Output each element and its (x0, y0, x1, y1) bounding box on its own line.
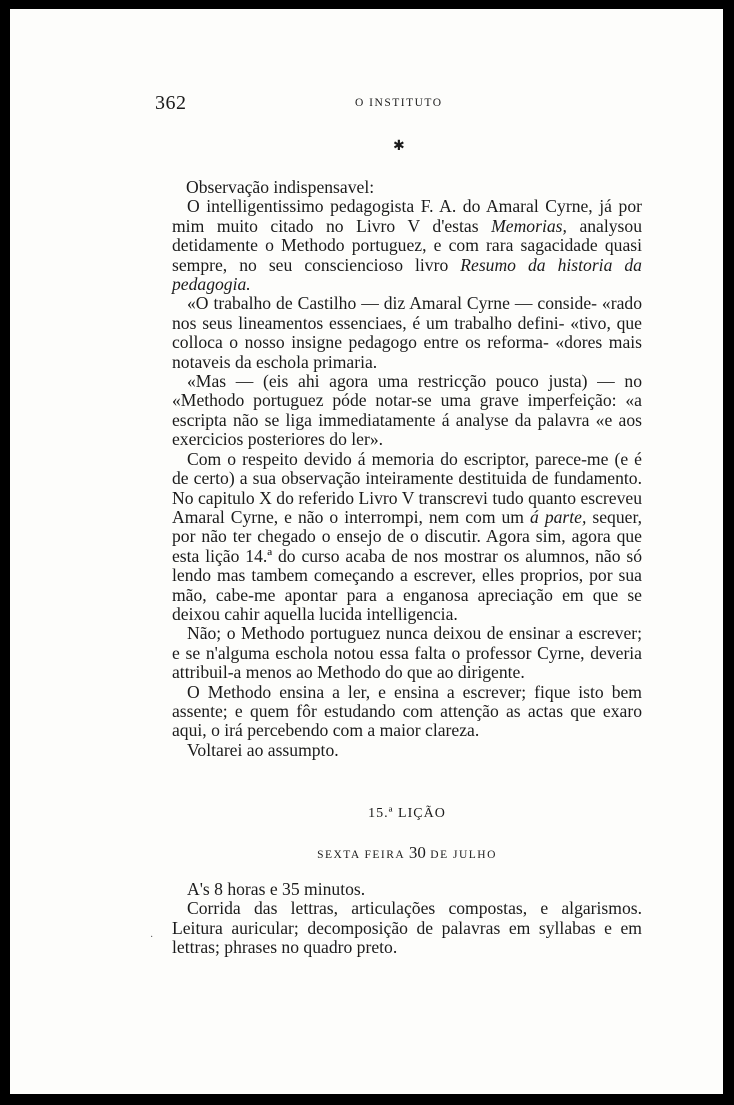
paragraph-nao: Não; o Methodo portuguez nunca deixou de ensinar a escrever; e se n'alguma eschola notou essa falta o professor Cyrne, deveria attribuil-a menos ao Methodo do que ao dirigente. (172, 623, 642, 683)
running-header (155, 92, 645, 116)
paragraph-methodo: O Methodo ensina a ler, e ensina a escrever; fique isto bem assente; e quem fôr estudando com attenção as actas que exaro aqui, o irá percebendo com a maior clareza. (172, 681, 642, 741)
main-text (172, 178, 642, 760)
asterisk-ornament-icon: ✱ (393, 139, 405, 154)
lesson-time: A's 8 horas e 35 minutos. (187, 879, 366, 899)
quote-castilho: «O trabalho de Castilho — diz Amaral Cyrne — conside- «rado nos seus lineamentos essenciaes, é um trabalho defini- «tivo, que colloca o nosso insigne pedagogo entre os reforma- «dores mais notaveis da eschola primaria. (172, 293, 642, 372)
lesson-activities: Corrida das lettras, articulações compostas, e algarismos. Leitura auricular; decomposição de palavras em syllabas e em lettras; phrases no quadro preto. (172, 898, 642, 958)
paragraph-voltarei: Voltarei ao assumpto. (187, 739, 339, 760)
quote-restriccao: «Mas — (eis ahi agora uma restricção pouco justa) — no «Methodo portuguez póde notar-se uma grave imperfeição: «a escripta não se liga immediatamente á analyse da palavra «e aos exercicios posteriores do ler». (172, 371, 642, 450)
page-number: 362 (155, 92, 187, 114)
paragraph-respeito: Com o respeito devido á memoria do escriptor, parece-me (e é de certo) a sua observação inteiramente destituida de fundamento. No capitulo X do referido Livro V transcrevi tudo quanto escreveu Amaral Cyrne, e não o interrompi, nem com um á parte, sequer, por não ter chegado o ensejo de o discutir. Agora sim, agora que esta lição 14.ª do curso acaba de nos mostrar os alumnos, não só lendo mas tambem começando a escrever, elles proprios, por sua mão, cabe-me apontar para a enganosa apreciação em que se deixou cahir aquella lucida intelligencia. (172, 448, 642, 624)
margin-dot: · (150, 932, 154, 943)
running-title: O INSTITUTO (355, 97, 443, 109)
lesson-date: SEXTA FEIRA 30 DE JULHO (317, 843, 497, 862)
lesson-heading: 15.ª LIÇÃO (368, 806, 446, 821)
lesson-text (172, 880, 642, 958)
paragraph-observacao: Observação indispensavel: (186, 177, 375, 197)
paragraph-cyrne: O intelligentissimo pedagogista F. A. do Amaral Cyrne, já por mim muito citado no Livro V d'estas Memorias, analysou detidamente o Methodo portuguez, e com rara sagacidade quasi sempre, no seu consciencioso livro Resumo da historia da pedagogia. (172, 196, 642, 295)
